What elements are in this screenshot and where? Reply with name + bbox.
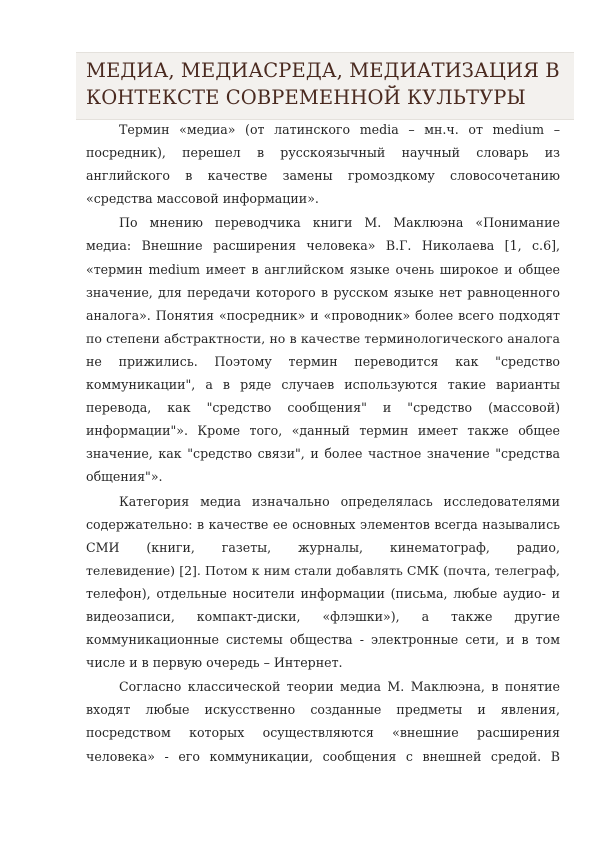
text-line: посредник), перешел в русскоязычный научный словарь из [86, 145, 560, 161]
text-line: «средства массовой информации». [86, 191, 319, 207]
text-line: телефон), отдельные носители информации (письма, любые аудио- и [86, 585, 560, 601]
text-line: аналога». Понятия «посредник» и «проводник» более всего подходят [86, 307, 560, 323]
text-line: посредством которых осуществляются «внешние расширения [86, 725, 560, 741]
text-line: человека» - его коммуникации, сообщения с внешней средой. В [86, 748, 560, 764]
text-line: СМИ (книги, газеты, журналы, кинематограф, радио, [86, 539, 560, 555]
text-line: информации"». Кроме того, «данный термин имеет также общее [86, 423, 560, 439]
text-line: Категория медиа изначально определялась исследователями [119, 493, 560, 509]
paragraph-4 [86, 675, 560, 767]
chapter-title-line-2: КОНТЕКСТЕ СОВРЕМЕННОЙ КУЛЬТУРЫ [86, 86, 526, 109]
text-line: не прижились. Поэтому термин переводится как "средство [86, 353, 560, 369]
text-line: коммуникации", а в ряде случаев используются такие варианты [86, 377, 560, 393]
text-line: телевидение) [2]. Потом к ним стали добавлять СМК (почта, телеграф, [86, 562, 560, 578]
text-line: видеозаписи, компакт-диски, «флэшки»), а также другие [86, 608, 560, 624]
text-line: значение, для передачи которого в русском языке нет равноценного [86, 284, 560, 300]
text-line: По мнению переводчика книги М. Маклюэна «Понимание [119, 215, 560, 231]
text-line: перевода, как "средство сообщения" и "средство (массовой) [86, 400, 560, 416]
body-text [86, 118, 560, 768]
text-line: содержательно: в качестве ее основных элементов всегда назывались [86, 516, 560, 532]
chapter-title-banner [76, 52, 574, 120]
text-line: общения"». [86, 469, 163, 485]
paragraph-2 [86, 211, 560, 488]
text-line: медиа: Внешние расширения человека» В.Г. Николаева [1, с.6], [86, 238, 560, 254]
text-line: коммуникационные системы общества - электронные сети, и в том [86, 632, 560, 648]
text-line: «термин medium имеет в английском языке очень широкое и общее [86, 261, 560, 277]
text-line: английского в качестве замены громоздкому словосочетанию [86, 168, 560, 184]
paragraph-1 [86, 118, 560, 210]
text-line: по степени абстрактности, но в качестве терминологического аналога [86, 330, 560, 346]
text-line: Термин «медиа» (от латинского media – мн.ч. от medium – [119, 122, 560, 137]
text-line: значение, как "средство связи", и более частное значение "средства [86, 446, 560, 462]
chapter-title-line-1: МЕДИА, МЕДИАСРЕДА, МЕДИАТИЗАЦИЯ В [86, 59, 560, 82]
paragraph-3 [86, 490, 560, 675]
text-line: входят любые искусственно созданные предметы и явления, [86, 702, 560, 718]
text-line: числе и в первую очередь – Интернет. [86, 655, 343, 671]
text-line: Согласно классической теории медиа М. Маклюэна, в понятие [119, 679, 560, 695]
